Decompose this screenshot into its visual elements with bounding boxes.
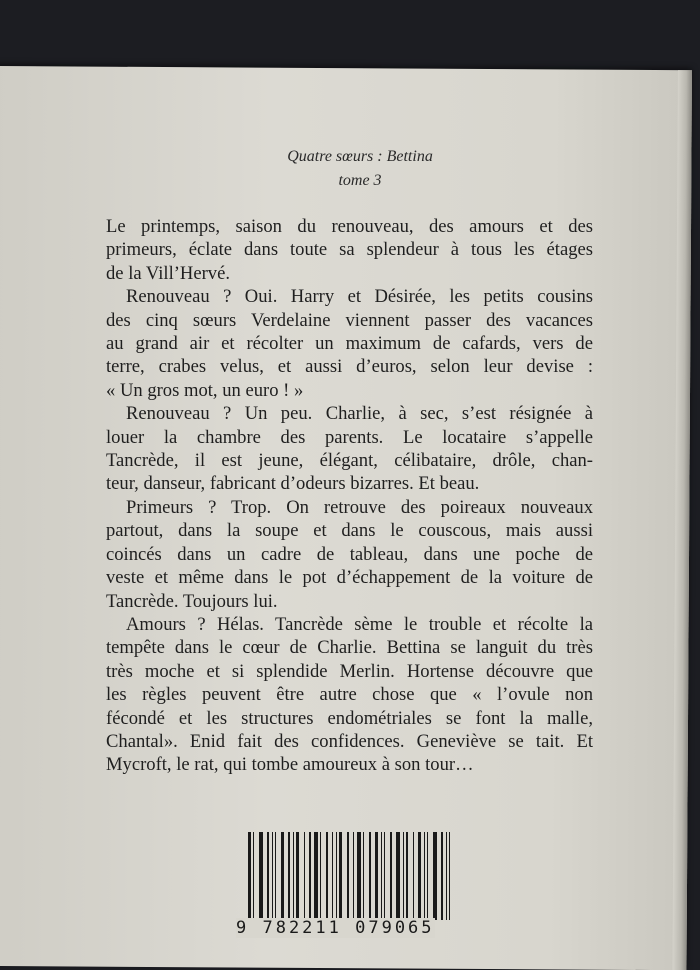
barcode-bar [296, 832, 299, 920]
barcode-bar [326, 832, 328, 920]
blurb-line: Tancrède. Toujours lui. [106, 590, 278, 612]
blurb-line: Mycroft, le rat, qui tombe amoureux à son tour… [106, 754, 474, 776]
barcode-bar [375, 832, 378, 920]
barcode-bar [396, 832, 400, 920]
blurb-line: partout, dans la soupe et dans le couscous, mais aussi [106, 520, 593, 542]
blurb-line: teur, danseur, fabricant d’odeurs bizarres. Et beau. [106, 473, 480, 495]
blurb-line: Tancrède, il est jeune, élégant, célibataire, drôle, chan- [106, 450, 593, 472]
barcode-bar [288, 832, 290, 920]
barcode-bar [314, 832, 318, 920]
blurb-line: très moche et si splendide Merlin. Hortense découvre que [106, 660, 593, 682]
barcode-bar [248, 832, 251, 920]
barcode-bar [413, 832, 414, 920]
barcode-bar [275, 832, 276, 920]
blurb-line: primeurs, éclate dans toute sa splendeur à tous les étages [106, 239, 593, 261]
barcode-bar [309, 832, 311, 920]
barcode-bar [449, 832, 450, 920]
barcode-bar [381, 832, 382, 920]
blurb-line: Primeurs ? Trop. On retrouve des poireaux nouveaux [126, 496, 593, 518]
blurb-line: terre, crabes velus, et aussi d’euros, selon leur devise : [106, 356, 593, 378]
blurb-line: Renouveau ? Oui. Harry et Désirée, les petits cousins [126, 286, 593, 308]
barcode-bar [353, 832, 354, 920]
blurb-line: les règles peuvent être autre chose que « l’ovule non [106, 684, 593, 706]
barcode-bar [272, 832, 273, 920]
barcode-bar [336, 832, 337, 920]
blurb-line: « Un gros mot, un euro ! » [106, 379, 304, 401]
barcode-bar [304, 832, 305, 920]
barcode-bar [253, 832, 254, 920]
book-title: Quatre sœurs : Bettina [287, 148, 433, 165]
barcode-bar [347, 832, 349, 920]
barcode-bar [363, 832, 364, 920]
blurb-line: de la Vill’Hervé. [106, 262, 231, 284]
barcode-bar [293, 832, 294, 920]
barcode-bar [446, 832, 447, 920]
barcode-bar [384, 832, 385, 920]
blurb-line: au grand air et récolter un maximum de cafards, vers de [106, 333, 593, 355]
blurb-line: veste et même dans le pot d’échappement de la voiture de [106, 567, 593, 589]
barcode-bar [433, 832, 437, 920]
blurb-line: des cinq sœurs Verdelaine viennent passer des vacances [106, 309, 593, 331]
book-volume: tome 3 [338, 172, 382, 189]
blurb-text [106, 215, 593, 777]
barcode-digits: 9 782211 079065 [236, 918, 435, 938]
barcode-bar [357, 832, 361, 920]
blurb-line: louer la chambre des parents. Le locataire s’appelle [106, 426, 593, 448]
barcode-bar [267, 832, 269, 920]
barcode-bar [418, 832, 421, 920]
barcode-bar [332, 832, 333, 920]
barcode-bar [281, 832, 284, 920]
barcode-bar [320, 832, 321, 920]
blurb-line: Chantal». Enid fait des confidences. Geneviève se tait. Et [106, 730, 593, 752]
blurb-line: fécondé et les structures endométriales se font la malle, [106, 707, 593, 729]
blurb-line: Amours ? Hélas. Tancrède sème le trouble et récolte la [126, 613, 593, 635]
barcode-bar [403, 832, 404, 920]
barcode-bar [259, 832, 263, 920]
blurb-line: tempête dans le cœur de Charlie. Bettina se languit du très [106, 637, 593, 659]
blurb-line: Le printemps, saison du renouveau, des amours et des [106, 216, 593, 237]
barcode-bar [441, 832, 443, 920]
barcode-bar [369, 832, 371, 920]
cover-edge [672, 70, 691, 970]
blurb-line: Renouveau ? Un peu. Charlie, à sec, s’est résignée à [126, 403, 593, 425]
barcode-bar [390, 832, 392, 920]
barcode-bar [427, 832, 428, 920]
barcode-bar [339, 832, 342, 920]
barcode-bar [424, 832, 425, 920]
blurb-line: coincés dans un cadre de tableau, dans une poche de [106, 543, 593, 565]
barcode-bar [406, 832, 408, 920]
